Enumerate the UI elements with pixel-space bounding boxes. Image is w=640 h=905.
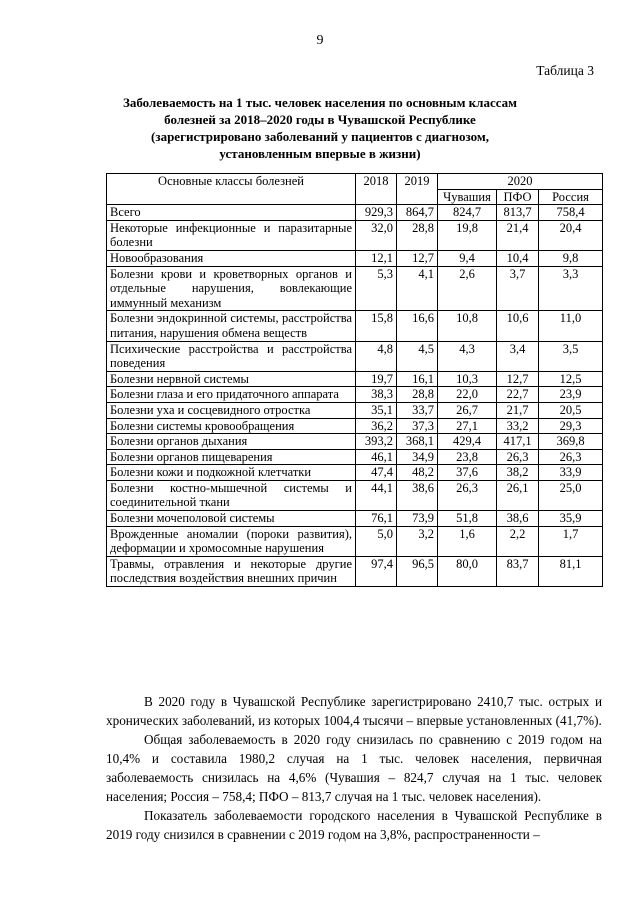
value-russia-cell: 29,3 xyxy=(539,418,603,434)
table-row xyxy=(107,205,603,221)
value-pfo-cell: 21,7 xyxy=(497,402,539,418)
disease-class-cell: Болезни системы кровообращения xyxy=(107,418,356,434)
table-row xyxy=(107,220,603,250)
value-russia-cell: 33,9 xyxy=(539,465,603,481)
table-row xyxy=(107,250,603,266)
value-pfo-cell: 10,6 xyxy=(497,311,539,341)
value-pfo-cell: 38,6 xyxy=(497,511,539,527)
value-russia-cell: 26,3 xyxy=(539,449,603,465)
table-label: Таблица 3 xyxy=(536,63,594,78)
value-2018-cell: 46,1 xyxy=(356,449,397,465)
disease-class-cell: Травмы, отравления и некоторые другие последствия воздействия внешних причин xyxy=(107,556,356,586)
value-2018-cell: 15,8 xyxy=(356,311,397,341)
value-pfo-cell: 21,4 xyxy=(497,220,539,250)
disease-class-cell: Врожденные аномалии (пороки развития), деформации и хромосомные нарушения xyxy=(107,526,356,556)
value-2018-cell: 12,1 xyxy=(356,250,397,266)
table-title: Заболеваемость на 1 тыс. человек населения по основным классам болезней за 2018–2020 годы в Чувашской Республике (зарегистрировано заболеваний у пациентов с диагнозом, установленным впервые в жизни) xyxy=(122,95,518,161)
table-row xyxy=(107,311,603,341)
paragraph: Показатель заболеваемости городского населения в Чувашской Республике в 2019 году снизился в сравнении с 2019 годом на 3,8%, распространенности – xyxy=(106,808,602,842)
value-2018-cell: 76,1 xyxy=(356,511,397,527)
value-russia-cell: 23,9 xyxy=(539,387,603,403)
value-russia-cell: 20,4 xyxy=(539,220,603,250)
value-2019-cell: 864,7 xyxy=(397,205,438,221)
value-chuvashia-cell: 10,3 xyxy=(438,371,497,387)
value-2018-cell: 97,4 xyxy=(356,556,397,586)
value-2019-cell: 73,9 xyxy=(397,511,438,527)
table-row xyxy=(107,526,603,556)
table-header-row xyxy=(107,174,603,190)
table-row xyxy=(107,480,603,510)
value-chuvashia-cell: 26,7 xyxy=(438,402,497,418)
table-row xyxy=(107,465,603,481)
value-2019-cell: 28,8 xyxy=(397,220,438,250)
table-row xyxy=(107,402,603,418)
value-pfo-cell: 26,1 xyxy=(497,480,539,510)
header-2019: 2019 xyxy=(397,174,438,205)
disease-class-cell: Болезни кожи и подкожной клетчатки xyxy=(107,465,356,481)
table-row xyxy=(107,556,603,586)
value-2018-cell: 38,3 xyxy=(356,387,397,403)
value-chuvashia-cell: 4,3 xyxy=(438,341,497,371)
value-pfo-cell: 83,7 xyxy=(497,556,539,586)
disease-class-cell: Болезни органов пищеварения xyxy=(107,449,356,465)
value-chuvashia-cell: 19,8 xyxy=(438,220,497,250)
value-russia-cell: 1,7 xyxy=(539,526,603,556)
table-row xyxy=(107,434,603,450)
value-pfo-cell: 38,2 xyxy=(497,465,539,481)
page-number: 9 xyxy=(316,33,324,48)
value-russia-cell: 81,1 xyxy=(539,556,603,586)
value-2019-cell: 16,6 xyxy=(397,311,438,341)
value-2018-cell: 4,8 xyxy=(356,341,397,371)
table-row xyxy=(107,371,603,387)
value-chuvashia-cell: 1,6 xyxy=(438,526,497,556)
value-2018-cell: 19,7 xyxy=(356,371,397,387)
value-pfo-cell: 10,4 xyxy=(497,250,539,266)
value-2018-cell: 36,2 xyxy=(356,418,397,434)
value-chuvashia-cell: 27,1 xyxy=(438,418,497,434)
value-russia-cell: 25,0 xyxy=(539,480,603,510)
disease-class-cell: Новообразования xyxy=(107,250,356,266)
value-russia-cell: 9,8 xyxy=(539,250,603,266)
value-chuvashia-cell: 26,3 xyxy=(438,480,497,510)
disease-class-cell: Болезни костно-мышечной системы и соединительной ткани xyxy=(107,480,356,510)
value-russia-cell: 758,4 xyxy=(539,205,603,221)
value-2019-cell: 48,2 xyxy=(397,465,438,481)
disease-class-cell: Болезни эндокринной системы, расстройства питания, нарушения обмена веществ xyxy=(107,311,356,341)
value-2018-cell: 5,0 xyxy=(356,526,397,556)
header-pfo: ПФО xyxy=(497,189,539,205)
value-chuvashia-cell: 2,6 xyxy=(438,266,497,311)
value-2019-cell: 34,9 xyxy=(397,449,438,465)
value-pfo-cell: 2,2 xyxy=(497,526,539,556)
value-2018-cell: 47,4 xyxy=(356,465,397,481)
value-pfo-cell: 26,3 xyxy=(497,449,539,465)
value-pfo-cell: 417,1 xyxy=(497,434,539,450)
body-text xyxy=(106,692,602,844)
header-russia: Россия xyxy=(539,189,603,205)
value-2018-cell: 44,1 xyxy=(356,480,397,510)
value-2019-cell: 4,1 xyxy=(397,266,438,311)
value-2019-cell: 33,7 xyxy=(397,402,438,418)
value-russia-cell: 11,0 xyxy=(539,311,603,341)
value-2019-cell: 16,1 xyxy=(397,371,438,387)
value-russia-cell: 3,3 xyxy=(539,266,603,311)
value-2018-cell: 929,3 xyxy=(356,205,397,221)
disease-class-cell: Болезни глаза и его придаточного аппарата xyxy=(107,387,356,403)
value-russia-cell: 3,5 xyxy=(539,341,603,371)
table-row xyxy=(107,511,603,527)
value-russia-cell: 12,5 xyxy=(539,371,603,387)
header-chuvashia: Чувашия xyxy=(438,189,497,205)
header-disease-class: Основные классы болезней xyxy=(107,174,356,205)
value-2019-cell: 37,3 xyxy=(397,418,438,434)
value-chuvashia-cell: 9,4 xyxy=(438,250,497,266)
disease-class-cell: Болезни уха и сосцевидного отростка xyxy=(107,402,356,418)
value-russia-cell: 20,5 xyxy=(539,402,603,418)
disease-class-cell: Болезни органов дыхания xyxy=(107,434,356,450)
value-2019-cell: 28,8 xyxy=(397,387,438,403)
value-pfo-cell: 33,2 xyxy=(497,418,539,434)
value-chuvashia-cell: 10,8 xyxy=(438,311,497,341)
disease-class-cell: Всего xyxy=(107,205,356,221)
value-2019-cell: 4,5 xyxy=(397,341,438,371)
value-russia-cell: 369,8 xyxy=(539,434,603,450)
value-russia-cell: 35,9 xyxy=(539,511,603,527)
value-pfo-cell: 12,7 xyxy=(497,371,539,387)
value-chuvashia-cell: 824,7 xyxy=(438,205,497,221)
value-2019-cell: 96,5 xyxy=(397,556,438,586)
header-2020: 2020 xyxy=(438,174,603,190)
disease-class-cell: Психические расстройства и расстройства поведения xyxy=(107,341,356,371)
value-2019-cell: 38,6 xyxy=(397,480,438,510)
table-row xyxy=(107,266,603,311)
disease-class-cell: Некоторые инфекционные и паразитарные болезни xyxy=(107,220,356,250)
value-2019-cell: 368,1 xyxy=(397,434,438,450)
value-chuvashia-cell: 51,8 xyxy=(438,511,497,527)
table-row xyxy=(107,449,603,465)
disease-class-cell: Болезни нервной системы xyxy=(107,371,356,387)
paragraph: Общая заболеваемость в 2020 году снизилась по сравнению с 2019 годом на 10,4% и составила 1980,2 случая на 1 тыс. человек населения, первичная заболеваемость снизилась на 4,6% (Чувашия – 824,7 случая на 1 тыс. человек населения; Россия – 758,4; ПФО – 813,7 случая на 1 тыс. человек населения). xyxy=(106,732,602,804)
value-pfo-cell: 813,7 xyxy=(497,205,539,221)
value-2018-cell: 393,2 xyxy=(356,434,397,450)
disease-class-cell: Болезни крови и кроветворных органов и отдельные нарушения, вовлекающие иммунный механизм xyxy=(107,266,356,311)
table-row xyxy=(107,387,603,403)
value-chuvashia-cell: 22,0 xyxy=(438,387,497,403)
value-chuvashia-cell: 429,4 xyxy=(438,434,497,450)
disease-class-cell: Болезни мочеполовой системы xyxy=(107,511,356,527)
value-2018-cell: 5,3 xyxy=(356,266,397,311)
value-pfo-cell: 3,4 xyxy=(497,341,539,371)
value-chuvashia-cell: 37,6 xyxy=(438,465,497,481)
value-chuvashia-cell: 80,0 xyxy=(438,556,497,586)
table-row xyxy=(107,341,603,371)
paragraph: В 2020 году в Чувашской Республике зарегистрировано 2410,7 тыс. острых и хронических заболеваний, из которых 1004,4 тысячи – впервые установленных (41,7%). xyxy=(106,694,602,728)
value-2018-cell: 35,1 xyxy=(356,402,397,418)
table-row xyxy=(107,418,603,434)
value-2019-cell: 3,2 xyxy=(397,526,438,556)
value-2019-cell: 12,7 xyxy=(397,250,438,266)
value-pfo-cell: 3,7 xyxy=(497,266,539,311)
header-2018: 2018 xyxy=(356,174,397,205)
value-pfo-cell: 22,7 xyxy=(497,387,539,403)
morbidity-table xyxy=(106,173,603,587)
value-2018-cell: 32,0 xyxy=(356,220,397,250)
value-chuvashia-cell: 23,8 xyxy=(438,449,497,465)
